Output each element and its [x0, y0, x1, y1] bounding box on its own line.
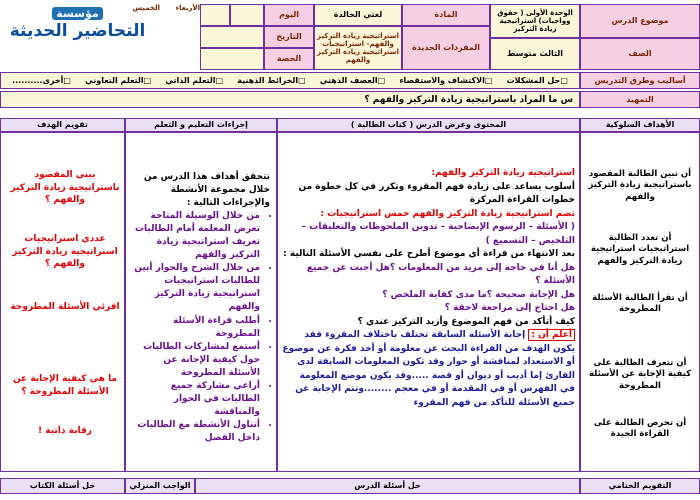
footer-homework: الواجب المنزلي	[125, 478, 195, 494]
objective-2: أن تعدد الطالبة استراتيجيات استراتيجية زيادة التركيز والفهم	[590, 233, 690, 266]
method-other: □أخرى..........	[12, 76, 71, 85]
method-discovery: □الاكتشاف والاستقصاء	[399, 76, 493, 85]
methods-label: أساليب وطرق التدريس	[580, 72, 700, 89]
content-know-text: إجابة الأسئلة السابقة تختلف باختلاف المقروء فقد يكون الهدف من القراءة البحث عن معلومة أو أخذ فكرة عن موضوع أو الاستعداد لمناقشة أو حوار وقد تكون المعلومات السابقة لدى القارئ إما أديب أو ديوان أو قصة .....وقد يكون موضع المعلومة في الفهرس أو في المقدمة أو في معجم ........وتتم الإجابة عن جميع الأسئلة للتأكد من فهم المقروء	[282, 330, 575, 408]
col-header-evaluation: تقويم الهدف	[0, 118, 125, 132]
procedures-column	[125, 132, 277, 472]
procedure-item: • من خلال الوسيلة المتاحة تعرض المعلمة أمام الطالبات تعريف استراتيجية زيادة التركيز والفهم	[130, 210, 260, 262]
new-vocab-label: المفردات الجديدة	[402, 26, 490, 70]
subject-label: المادة	[402, 4, 490, 26]
subject-value: لغتي الخالدة	[314, 4, 402, 26]
footer-lesson-questions: حل أسئلة الدرس	[195, 478, 580, 494]
day-wednesday: الأربعاء	[175, 4, 200, 12]
day-label: اليوم	[264, 4, 314, 26]
day-cell-2	[200, 4, 230, 26]
logo-line1: مؤسسة	[52, 7, 102, 20]
content-strategies-list: ( الأسئلة – الرسوم الإيضاحية – تدوين الملحوظات والتعليقات – التلخيص – التسميع )	[301, 222, 575, 246]
topic-label: موضوع الدرس	[580, 4, 700, 38]
content-def-body: أسلوب يساعد على زيادة فهم المقروء وتكرر في كل خطوة من خطوات القراءة المركزة	[298, 181, 575, 205]
evaluation-5: رقابة ذاتية !	[38, 426, 92, 436]
period-label: الحصة	[264, 48, 314, 70]
method-brainstorming: □العصف الذهني	[319, 76, 386, 85]
intro-text: س ما المراد باستراتيجية زيادة التركيز والفهم ؟	[0, 91, 580, 108]
date-label: التاريخ	[264, 26, 314, 48]
content-question-3: هل احتاج إلى مراجعة لاحقة ؟	[444, 303, 575, 313]
col-header-procedures: إجراءات التعليم و التعلم	[125, 118, 277, 132]
procedure-item: • من خلال الشرح والحوار أبين للطالبات استراتيجيات استراتيجية زيادة التركيز والفهم	[130, 262, 260, 314]
objective-5: أن تحرص الطالبة على القراءة الجيدة	[593, 418, 687, 440]
new-vocab-value: استراتيجية زيادة التركيز والفهم- استراتيجيات استراتيجية زيادة التركيز والفهم	[314, 26, 402, 70]
procedures-intro: تتحقق أهداف هذا الدرس من خلال مجموعة الأنشطة والإجراءات التالية :	[143, 172, 270, 209]
date-value	[200, 26, 264, 48]
evaluation-4: ما هي كيفية الإجابة عن الأسئلة المطروحة ؟	[12, 374, 118, 397]
procedures-list	[130, 210, 270, 445]
grade-value: الثالث متوسط	[490, 38, 580, 70]
method-mind-maps: □الخرائط الذهنية	[237, 76, 306, 85]
topic-value: الوحدة الأولى ( حقوق وواجبات) استراتيجية زيادة التركيز	[490, 4, 580, 38]
col-header-content: المحتوى وعرض الدرس ( كتاب الطالبة )	[277, 118, 580, 132]
day-thursday: الخميس	[132, 4, 160, 12]
content-strategies-title: تضم استراتيجية زيادة التركيز والفهم خمس استراتيجيات :	[320, 208, 575, 219]
content-question-4: كيف أتأكد من فهم الموضوع وأزيد التركيز عندي ؟	[357, 316, 575, 327]
col-header-objectives: الأهداف السلوكية	[580, 118, 700, 132]
procedure-item: • أراعي مشاركة جميع الطالبات في الحوار والمناقشة	[130, 380, 260, 419]
footer-book-questions: حل أسئلة الكتاب	[0, 478, 125, 494]
content-column	[277, 132, 580, 472]
logo-line2: التحاضير الحديثة	[9, 21, 146, 41]
objective-1: أن تبين الطالبة المقصود باستراتيجية زيادة التركيز والفهم	[588, 169, 692, 202]
procedure-item: • أستمع لمشاركات الطالبات حول كيفية الإجابة عن الأسئلة المطروحة	[130, 341, 260, 380]
content-def-title: استراتيجية زيادة التركيز والفهم:	[431, 168, 575, 178]
objective-4: أن تتعرف الطالبة على كيفية الإجابة عن الأسئلة المطروحة	[588, 358, 692, 391]
day-cell-1	[230, 4, 264, 26]
footer-final-eval: التقويم الختامي	[580, 478, 700, 494]
evaluation-1: بيني المقصود باستراتيجية زيادة التركيز والفهم ؟	[10, 170, 120, 206]
evaluation-2: عددي استراتيجيات استراتيجية زيادة التركيز والفهم ؟	[12, 234, 118, 270]
procedure-item: • أطلب قراءة الأسئلة المطروحة	[130, 315, 260, 341]
procedure-item: • أتناول الأنشطة مع الطالبات داخل الفصل	[130, 419, 260, 445]
objectives-column	[580, 132, 700, 472]
content-know-label: أعلم أن :	[528, 329, 575, 341]
method-self-learning: □التعلم الذاتي	[165, 76, 224, 85]
objective-3: أن تقرأ الطالبة الأسئلة المطروحة	[592, 293, 688, 315]
content-question-2: هل الإجابة صحيحة ؟ما مدى كفاية الملخص ؟	[382, 289, 575, 300]
evaluation-column	[0, 132, 125, 472]
method-problem-solving: □حل المشكلات	[506, 76, 568, 85]
content-question-1: هل أنا في حاجة إلى مزيد من المعلومات ؟هل أجبت عن جميع الأسئلة ؟	[306, 262, 575, 286]
grade-label: الصف	[580, 38, 700, 70]
content-after-reading: بعد الانتهاء من قراءة أي موضوع أطرح على نفسي الأسئلة التالية :	[283, 249, 575, 259]
period-value	[200, 48, 264, 70]
evaluation-3: اقرئي الأسئلة المطروحة	[10, 302, 120, 312]
methods-list	[0, 72, 580, 89]
method-cooperative: □التعلم التعاوني	[85, 76, 152, 85]
intro-label: التمهيد	[580, 91, 700, 108]
